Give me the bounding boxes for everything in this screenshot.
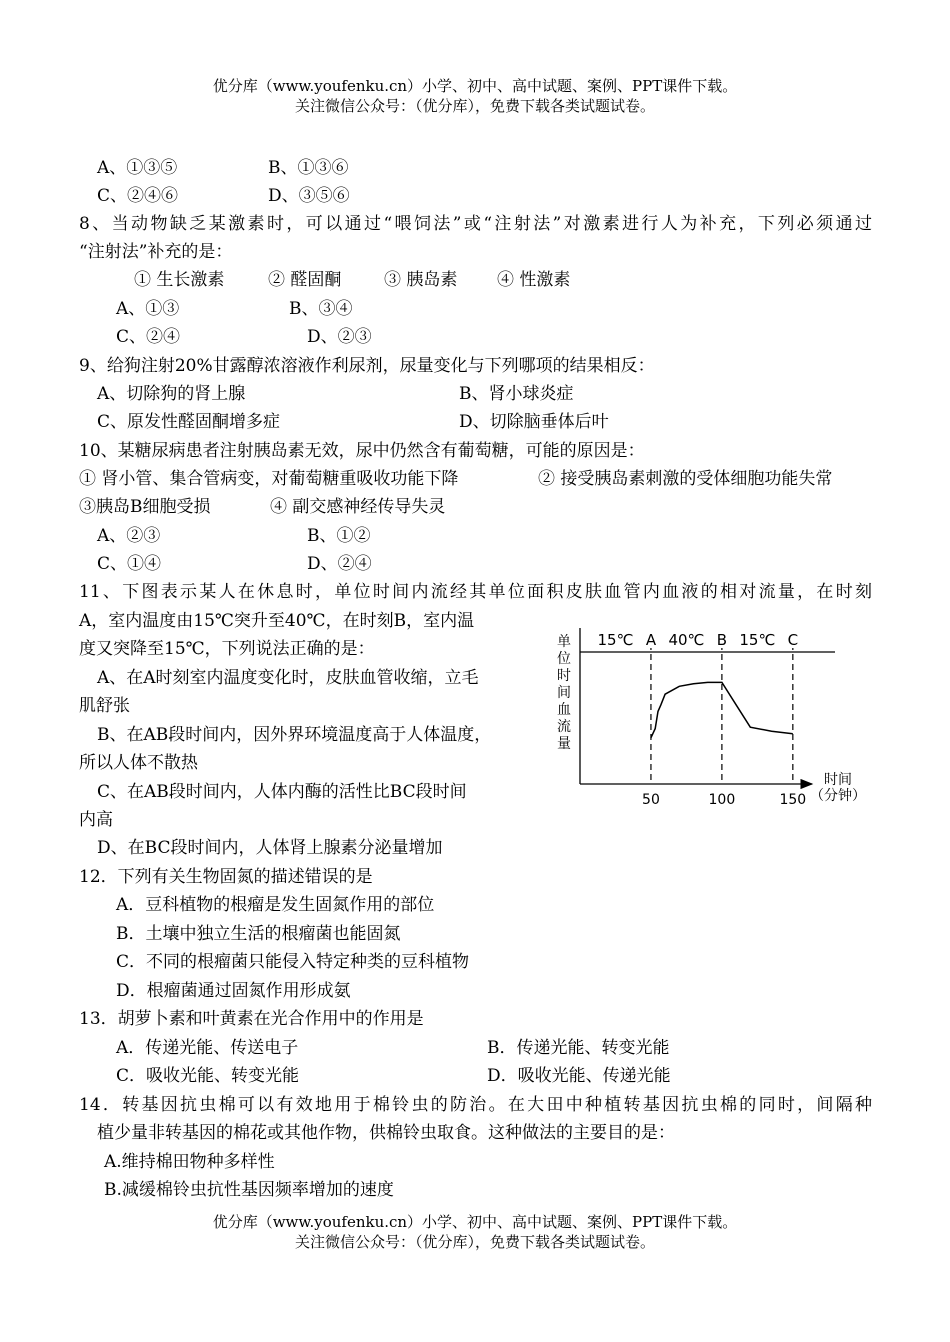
marker-label-b: B xyxy=(716,631,728,649)
q9-option-c: C、原发性醛固酮增多症 xyxy=(97,412,281,432)
q10-option-d: D、②④ xyxy=(307,554,372,574)
marker-label-c: C xyxy=(787,631,799,649)
q11-option-b-line-2: 所以人体不散热 xyxy=(79,753,198,773)
q13-option-c: C．吸收光能、转变光能 xyxy=(116,1066,300,1086)
x-tick-labels xyxy=(642,792,806,808)
q8-item-1: ① 生长激素 xyxy=(134,270,225,290)
q13-option-d: D．吸收光能、传递光能 xyxy=(487,1066,671,1086)
q14-option-a: A.维持棉田物种多样性 xyxy=(104,1152,275,1172)
y-axis-label-char: 量 xyxy=(557,736,571,752)
q11-stem-line-3: 度又突降至15℃，下列说法正确的是： xyxy=(79,639,375,659)
q12-option-c: C．不同的根瘤菌只能侵入特定种类的豆科植物 xyxy=(116,952,470,972)
y-axis-label-char: 间 xyxy=(557,685,571,701)
q14-stem-line-1: 14．转基因抗虫棉可以有效地用于棉铃虫的防治。在大田中种植转基因抗虫棉的同时，间隔种 xyxy=(79,1095,872,1115)
q11-option-d: D、在BC段时间内，人体肾上腺素分泌量增加 xyxy=(97,838,443,858)
x-axis-label-line-2: （分钟） xyxy=(810,788,866,804)
header-line-2: 关注微信公众号：（优分库），免费下载各类试题试卷。 xyxy=(294,97,655,115)
q11-stem-line-2: A，室内温度由15℃突升至40℃，在时刻B，室内温 xyxy=(79,611,475,631)
q11-stem-line-1: 11、下图表示某人在休息时，单位时间内流经其单位面积皮肤血管内血液的相对流量，在时刻 xyxy=(79,582,872,602)
q8-option-c: C、②④ xyxy=(116,327,181,347)
q10-item-4: ④ 副交感神经传导失灵 xyxy=(270,497,446,517)
q13-stem: 13．胡萝卜素和叶黄素在光合作用中的作用是 xyxy=(79,1009,424,1029)
q13-option-b: B．传递光能、转变光能 xyxy=(487,1038,670,1058)
q12-option-b: B．土壤中独立生活的根瘤菌也能固氮 xyxy=(116,924,401,944)
q12-option-d: D．根瘤菌通过固氮作用形成氨 xyxy=(116,981,351,1001)
q10-item-3: ③胰岛B细胞受损 xyxy=(79,497,211,517)
q10-stem: 10、某糖尿病患者注射胰岛素无效，尿中仍然含有葡萄糖，可能的原因是： xyxy=(79,441,645,461)
q11-option-c-line-1: C、在AB段时间内，人体内酶的活性比BC段时间 xyxy=(97,782,467,802)
q7-option-a: A、①③⑤ xyxy=(97,158,178,178)
footer-line-1: 优分库（www.youfenku.cn）小学、初中、高中试题、案例、PPT课件下载。 xyxy=(212,1213,738,1231)
q11-option-a-line-1: A、在A时刻室内温度变化时，皮肤血管收缩，立毛 xyxy=(97,668,479,688)
y-axis-label xyxy=(557,634,571,752)
q14-stem-line-2: 植少量非转基因的棉花或其他作物，供棉铃虫取食。这种做法的主要目的是： xyxy=(97,1123,675,1143)
header-line-1: 优分库（www.youfenku.cn）小学、初中、高中试题、案例、PPT课件下载。 xyxy=(212,77,738,95)
q8-option-b: B、③④ xyxy=(289,299,353,319)
x-tick-50: 50 xyxy=(642,792,660,808)
y-axis-label-char: 位 xyxy=(557,651,571,667)
temperature-label-2: 40℃ xyxy=(668,631,705,649)
q9-stem: 9、给狗注射20%甘露醇浓溶液作利尿剂，尿量变化与下列哪项的结果相反： xyxy=(79,356,655,376)
q8-stem-line-1: 8、当动物缺乏某激素时，可以通过“喂饲法”或“注射法”对激素进行人为补充，下列必须通过 xyxy=(79,214,872,234)
q9-option-a: A、切除狗的肾上腺 xyxy=(97,384,246,404)
time-markers xyxy=(644,631,800,784)
y-axis-label-char: 流 xyxy=(557,719,571,735)
x-axis-label-line-1: 时间 xyxy=(824,772,852,788)
temperature-labels xyxy=(598,631,776,649)
q7-option-b: B、①③⑥ xyxy=(268,158,349,178)
q10-option-b: B、①② xyxy=(307,526,371,546)
q8-stem-line-2: “注射法”补充的是： xyxy=(79,242,233,262)
q9-option-d: D、切除脑垂体后叶 xyxy=(459,412,609,432)
q8-item-3: ③ 胰岛素 xyxy=(384,270,458,290)
q10-option-a: A、②③ xyxy=(97,526,161,546)
q13-option-a: A．传递光能、传送电子 xyxy=(116,1038,299,1058)
q11-option-b-line-1: B、在AB段时间内，因外界环境温度高于人体温度， xyxy=(97,725,492,745)
y-axis-label-char: 单 xyxy=(557,634,571,650)
temperature-label-3: 15℃ xyxy=(739,631,776,649)
q7-option-c: C、②④⑥ xyxy=(97,186,179,206)
q10-item-2: ② 接受胰岛素刺激的受体细胞功能失常 xyxy=(538,469,833,489)
q7-option-d: D、③⑤⑥ xyxy=(268,186,350,206)
footer-line-2: 关注微信公众号：（优分库），免费下载各类试题试卷。 xyxy=(294,1233,655,1251)
q8-item-2: ② 醛固酮 xyxy=(268,270,342,290)
blood-flow-chart xyxy=(550,622,880,812)
q8-option-d: D、②③ xyxy=(307,327,372,347)
q11-option-c-line-2: 内高 xyxy=(79,810,113,830)
x-tick-100: 100 xyxy=(708,792,736,808)
q10-item-1: ① 肾小管、集合管病变，对葡萄糖重吸收功能下降 xyxy=(79,469,459,489)
q14-option-b: B.减缓棉铃虫抗性基因频率增加的速度 xyxy=(104,1180,394,1200)
temperature-label-1: 15℃ xyxy=(597,631,634,649)
y-axis-label-char: 血 xyxy=(557,702,571,718)
y-axis-label-char: 时 xyxy=(557,668,571,684)
q12-option-a: A．豆科植物的根瘤是发生固氮作用的部位 xyxy=(116,895,435,915)
q11-option-a-line-2: 肌舒张 xyxy=(79,696,130,716)
x-tick-150: 150 xyxy=(779,792,807,808)
q9-option-b: B、肾小球炎症 xyxy=(459,384,574,404)
q12-stem: 12．下列有关生物固氮的描述错误的是 xyxy=(79,867,373,887)
q8-option-a: A、①③ xyxy=(116,299,180,319)
q8-item-4: ④ 性激素 xyxy=(497,270,571,290)
q10-option-c: C、①④ xyxy=(97,554,162,574)
marker-label-a: A xyxy=(645,631,657,649)
